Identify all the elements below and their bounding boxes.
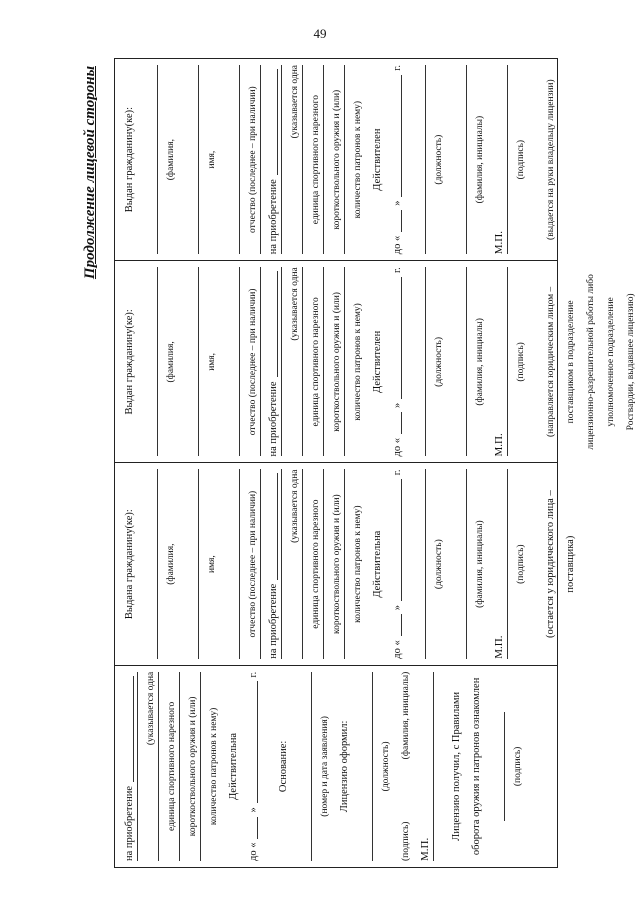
column-owner-copy bbox=[115, 59, 557, 260]
indicate-one-caption bbox=[138, 672, 159, 861]
name-caption bbox=[199, 65, 219, 254]
signature-blank bbox=[484, 712, 505, 821]
name-blank-2 bbox=[178, 267, 199, 456]
short-barrel-caption bbox=[180, 672, 201, 861]
sent-2 bbox=[558, 267, 578, 456]
name-blank bbox=[137, 65, 158, 254]
spacer bbox=[261, 672, 271, 861]
patronymic-blank bbox=[219, 267, 240, 456]
cartridges-caption bbox=[345, 65, 365, 254]
until-row bbox=[385, 65, 405, 254]
issued-to-label: Выдана гражданину(ке): bbox=[123, 509, 135, 620]
spacer bbox=[528, 267, 538, 456]
unit-rifled-text: единица спортивного нарезного bbox=[311, 297, 322, 427]
valid-row bbox=[365, 267, 385, 456]
given-text: (выдается на руки владельцу лицензии) bbox=[546, 79, 557, 240]
rules-text: оборота оружия и патронов ознакомлен bbox=[470, 677, 482, 856]
patronymic-blank bbox=[219, 470, 240, 659]
position-caption bbox=[373, 672, 393, 861]
on-purchase-label: на приобретение bbox=[267, 583, 279, 659]
spacer bbox=[434, 672, 444, 861]
valid-row bbox=[365, 65, 385, 254]
position-text: (должность) bbox=[434, 336, 445, 387]
fio-text: (фамилия, инициалы) bbox=[475, 115, 486, 204]
received-row bbox=[444, 672, 464, 861]
name-text: имя, bbox=[207, 555, 218, 574]
until-row bbox=[241, 672, 261, 861]
valid-row bbox=[221, 672, 241, 861]
until-row bbox=[385, 470, 405, 659]
patronymic-blank bbox=[219, 65, 240, 254]
sent-1 bbox=[538, 267, 558, 456]
column-stub bbox=[115, 665, 557, 867]
spacer bbox=[528, 470, 538, 659]
sent-5 bbox=[618, 267, 638, 456]
name-blank-2 bbox=[178, 65, 199, 254]
short-barrel-text: короткоствольного оружия и (или) bbox=[332, 89, 343, 230]
day-blank bbox=[256, 817, 258, 839]
patronymic-text: отчество (последнее – при наличии) bbox=[248, 490, 259, 638]
supplier-row bbox=[558, 470, 578, 659]
received-text: Лицензию получил, с Правилами bbox=[450, 691, 462, 841]
issued-to-row bbox=[117, 470, 137, 659]
name-blank bbox=[137, 267, 158, 456]
mp-row bbox=[413, 672, 434, 861]
name-blank-2 bbox=[178, 470, 199, 659]
mp-label: М.П. bbox=[419, 837, 432, 861]
cartridges-caption bbox=[201, 672, 221, 861]
rules-row bbox=[464, 672, 484, 861]
fio-caption bbox=[467, 267, 487, 456]
issued-by-row bbox=[332, 672, 352, 861]
signature-caption bbox=[508, 267, 528, 456]
sent-5-text: Росгвардии, выдавшее лицензию) bbox=[626, 293, 637, 431]
sent-3-text: лицензионно-разрешительной работы либо bbox=[586, 274, 597, 450]
signature-caption bbox=[508, 65, 528, 254]
signature-caption bbox=[508, 470, 528, 659]
fio-blank bbox=[446, 65, 467, 254]
signature-text: (подпись) bbox=[516, 342, 527, 382]
signature-text: (подпись) bbox=[516, 139, 527, 180]
year-suffix: г. bbox=[391, 267, 403, 273]
indicate-one-text: (указывается одна bbox=[290, 267, 301, 341]
fio-text: (фамилия, инициалы) bbox=[475, 318, 486, 406]
patronymic-text: отчество (последнее – при наличии) bbox=[248, 288, 259, 436]
continuation-heading: Продолжение лицевой стороны bbox=[82, 66, 98, 280]
unit-rifled-text: единица спортивного нарезного bbox=[311, 95, 322, 225]
valid-label: Действительна bbox=[227, 732, 239, 800]
surname-text: (фамилия, bbox=[166, 139, 177, 181]
name-caption bbox=[199, 470, 219, 659]
purchase-row bbox=[261, 65, 282, 254]
column-rosgvardia-copy bbox=[115, 260, 637, 462]
column-supplier-copy bbox=[115, 463, 576, 665]
name-caption bbox=[199, 267, 219, 456]
valid-row bbox=[365, 470, 385, 659]
indicate-one-text: (указывается одна bbox=[290, 65, 301, 139]
rotated-form-area bbox=[82, 58, 637, 868]
name-blank bbox=[137, 470, 158, 659]
sign-fio-caption bbox=[393, 672, 413, 861]
sent-3 bbox=[578, 267, 598, 456]
mp-row bbox=[487, 470, 508, 659]
year-suffix: г. bbox=[391, 65, 403, 71]
name-text: имя, bbox=[207, 150, 218, 169]
indicate-one-caption bbox=[282, 470, 303, 659]
valid-label: Действителен bbox=[371, 330, 383, 393]
until-row bbox=[385, 267, 405, 456]
remains-row bbox=[538, 470, 558, 659]
spacer bbox=[528, 65, 538, 254]
patronymic-text: отчество (последнее – при наличии) bbox=[248, 86, 259, 233]
indicate-one-text: (указывается одна bbox=[290, 469, 301, 543]
purchase-row bbox=[261, 470, 282, 659]
supplier-text: поставщика) bbox=[564, 535, 576, 593]
surname-text: (фамилия, bbox=[166, 543, 177, 585]
short-barrel-caption bbox=[324, 267, 345, 456]
issued-by-blank bbox=[352, 672, 373, 861]
patronymic-caption bbox=[240, 470, 261, 659]
name-text: имя, bbox=[207, 352, 218, 371]
unit-rifled-caption bbox=[159, 672, 180, 861]
patronymic-caption bbox=[240, 65, 261, 254]
valid-label: Действительна bbox=[371, 530, 383, 598]
mp-label: М.П. bbox=[493, 433, 506, 457]
signature2-caption bbox=[505, 672, 525, 861]
fio-blank bbox=[446, 470, 467, 659]
short-barrel-caption bbox=[324, 65, 345, 254]
page-number: 49 bbox=[313, 26, 327, 41]
issued-by-label: Лицензию оформил: bbox=[338, 720, 350, 813]
month-blank bbox=[400, 75, 402, 197]
cartridges-text: количество патронов к нему) bbox=[353, 100, 364, 219]
blank-line bbox=[132, 676, 134, 782]
year-suffix: г. bbox=[247, 671, 259, 678]
until-open-quote: до « bbox=[391, 438, 403, 457]
short-barrel-text: короткоствольного оружия и (или) bbox=[332, 494, 343, 634]
surname-text: (фамилия, bbox=[166, 341, 177, 383]
sent-1-text: (направляется юридическим лицом – bbox=[546, 286, 557, 438]
until-close-quote: » bbox=[391, 605, 403, 611]
unit-rifled-caption bbox=[303, 267, 324, 456]
short-barrel-caption bbox=[324, 470, 345, 659]
until-open-quote: до « bbox=[391, 640, 403, 659]
until-close-quote: » bbox=[247, 807, 259, 813]
purchase-row bbox=[117, 672, 138, 861]
cartridges-caption bbox=[345, 267, 365, 456]
sent-2-text: поставщиком в подразделение bbox=[566, 300, 577, 424]
indicate-one-text: (указывается одна bbox=[146, 671, 157, 746]
signature-text: (подпись) bbox=[401, 821, 412, 861]
position-caption bbox=[426, 267, 446, 456]
mp-label: М.П. bbox=[493, 635, 506, 659]
fio-caption bbox=[467, 65, 487, 254]
until-open-quote: до « bbox=[391, 235, 403, 255]
blank-line bbox=[276, 474, 278, 580]
day-blank bbox=[400, 614, 402, 636]
remains-text: (остается у юридического лица – bbox=[544, 490, 556, 638]
fio-text: (фамилия, инициалы) bbox=[401, 671, 412, 760]
cartridges-text: количество патронов к нему) bbox=[209, 707, 220, 826]
cartridges-text: количество патронов к нему) bbox=[353, 505, 364, 623]
position-caption bbox=[426, 65, 446, 254]
basis-row bbox=[271, 672, 291, 861]
position-caption bbox=[426, 470, 446, 659]
patronymic-caption bbox=[240, 267, 261, 456]
position-text: (должность) bbox=[434, 134, 445, 185]
indicate-one-caption bbox=[282, 267, 303, 456]
month-blank bbox=[400, 479, 402, 601]
until-close-quote: » bbox=[391, 200, 403, 206]
short-barrel-text: короткоствольного оружия и (или) bbox=[332, 292, 343, 432]
cartridges-text: количество патронов к нему) bbox=[353, 303, 364, 421]
app-number-text: (номер и дата заявления) bbox=[320, 716, 331, 817]
signature2-text: (подпись) bbox=[513, 746, 524, 787]
day-blank bbox=[400, 210, 402, 232]
surname-caption bbox=[158, 65, 178, 254]
position-blank bbox=[405, 470, 426, 659]
valid-label: Действителен bbox=[371, 128, 383, 191]
blank-line bbox=[276, 69, 278, 175]
cartridges-caption bbox=[345, 470, 365, 659]
unit-rifled-text: единица спортивного нарезного bbox=[167, 701, 178, 831]
basis-blank bbox=[291, 672, 312, 861]
given-row bbox=[538, 65, 558, 254]
issued-to-label: Выдан гражданину(ке): bbox=[123, 106, 135, 213]
unit-rifled-caption bbox=[303, 65, 324, 254]
blank-line bbox=[276, 271, 278, 377]
month-blank bbox=[400, 277, 402, 399]
mp-row bbox=[487, 267, 508, 456]
form-frame bbox=[114, 58, 637, 868]
surname-caption bbox=[158, 470, 178, 659]
form-landscape bbox=[82, 58, 637, 868]
indicate-one-caption bbox=[282, 65, 303, 254]
position-blank bbox=[405, 267, 426, 456]
short-barrel-text: короткоствольного оружия и (или) bbox=[188, 696, 199, 837]
issued-to-label: Выдан гражданину(ке): bbox=[123, 309, 135, 415]
signature-text: (подпись) bbox=[516, 544, 527, 584]
position-text: (должность) bbox=[434, 539, 445, 590]
fio-caption bbox=[467, 470, 487, 659]
surname-caption bbox=[158, 267, 178, 456]
mp-label: М.П. bbox=[493, 231, 506, 255]
position-text: (должность) bbox=[381, 741, 392, 792]
year-suffix: г. bbox=[391, 469, 403, 476]
issued-to-row bbox=[117, 65, 137, 254]
until-close-quote: » bbox=[391, 402, 403, 409]
fio-blank bbox=[446, 267, 467, 456]
basis-label: Основание: bbox=[277, 740, 289, 793]
position-blank bbox=[405, 65, 426, 254]
mp-row bbox=[487, 65, 508, 254]
sent-4 bbox=[598, 267, 618, 456]
on-purchase-label: на приобретение bbox=[267, 381, 279, 457]
on-purchase-label: на приобретение bbox=[123, 785, 135, 861]
month-blank bbox=[256, 682, 258, 804]
issued-to-row bbox=[117, 267, 137, 456]
unit-rifled-caption bbox=[303, 470, 324, 659]
day-blank bbox=[400, 412, 402, 434]
on-purchase-label: на приобретение bbox=[267, 179, 279, 255]
until-open-quote: до « bbox=[247, 842, 259, 861]
fio-text: (фамилия, инициалы) bbox=[475, 520, 486, 608]
purchase-row bbox=[261, 267, 282, 456]
unit-rifled-text: единица спортивного нарезного bbox=[311, 499, 322, 629]
sent-4-text: уполномоченное подразделение bbox=[606, 297, 617, 427]
app-number-caption bbox=[312, 672, 332, 861]
